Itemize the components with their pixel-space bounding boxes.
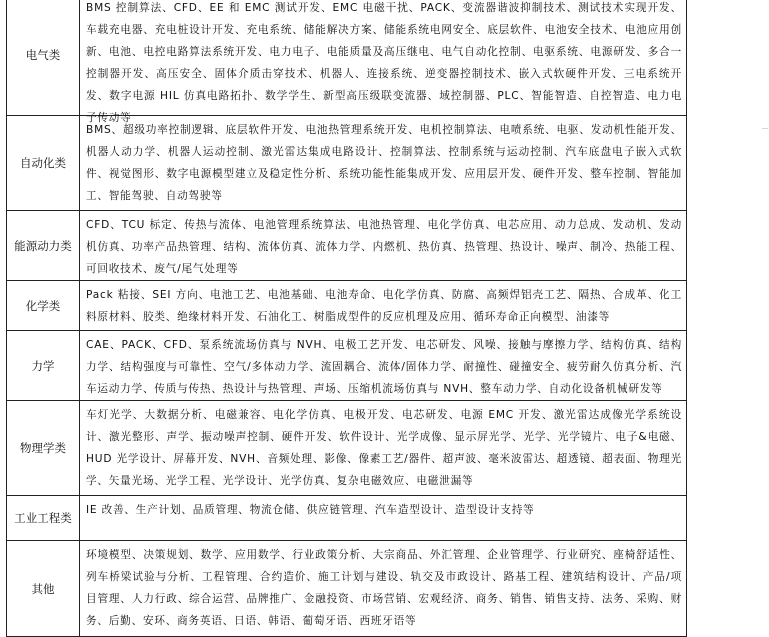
category-cell: 力学 [7, 331, 80, 400]
table-row [7, 541, 687, 637]
table-row [7, 331, 687, 401]
category-cell: 自动化类 [7, 116, 80, 210]
table-row [7, 116, 687, 211]
description-cell: Pack 粘接、SEI 方向、电池工艺、电池基础、电池寿命、电化学仿真、防腐、高频焊铝壳工艺、隔热、合成革、化工料原材料、胶类、绝缘材料开发、石油化工、树脂成型件的反应机理及应用、循环寿命正向模型、油漆等 [80, 281, 687, 330]
table-row [7, 496, 687, 541]
description-cell: CAE、PACK、CFD、泵系统流场仿真与 NVH、电极工艺开发、电芯研发、风噪、接触与摩擦力学、结构仿真、结构力学、结构强度与可靠性、空气/多体动力学、流固耦合、流体/固体力学、耐撞性、碰撞安全、疲劳耐久仿真分析、汽车运动力学、传质与传热、热设计与热管理、声场、压缩机流场仿真与 NVH、整车动力学、自动化设备机械研发等 [80, 331, 687, 400]
table-row [7, 211, 687, 281]
description-cell: 车灯光学、大数据分析、电磁兼容、电化学仿真、电极开发、电芯研发、电源 EMC 开发、激光雷达成像光学系统设计、激光整形、声学、振动噪声控制、硬件开发、软件设计、光学成像、显示屏光学、光学、光学镜片、电子&电磁、HUD 光学设计、屏幕开发、NVH、音频处理、影像、像素工艺/器件、超声波、毫米波雷达、超透镜、超表面、物理光学、矢量光场、光学工程、光学设计、光学仿真、复杂电磁效应、电磁泄漏等 [80, 401, 687, 495]
description-cell: CFD、TCU 标定、传热与流体、电池管理系统算法、电池热管理、电化学仿真、电芯应用、动力总成、发动机、发动机仿真、功率产品热管理、结构、流体仿真、流体力学、内燃机、热仿真、热管理、热设计、噪声、制冷、热能工程、可回收技术、废气/尾气处理等 [80, 211, 687, 280]
description-cell: BMS 控制算法、CFD、EE 和 EMC 测试开发、EMC 电磁干扰、PACK、变流器谐波抑制技术、测试技术实现开发、车载充电器、充电桩设计开发、充电系统、储能解决方案、储能系统电网安全、底层软件、电池安全技术、电池应用创新、电池、电控电路算法系统开发、电力电子、电能质量及高压继电、电气自动化控制、电驱系统、电源研发、多合一控制器开发、高压安全、固体介质击穿技术、机器人、连接系统、逆变器控制技术、嵌入式软硬件开发、三电系统开发、数字电源 HIL 仿真电路拓扑、数学学生、新型高压级联变流器、域控制器、PLC、智能智造、自控智造、电力电子传动等 [80, 0, 687, 115]
category-cell: 其他 [7, 541, 80, 636]
table-row [7, 401, 687, 496]
category-cell: 物理学类 [7, 401, 80, 495]
description-cell: IE 改善、生产计划、品质管理、物流仓储、供应链管理、汽车造型设计、造型设计支持等 [80, 496, 687, 540]
description-cell: BMS、超级功率控制逻辑、底层软件开发、电池热管理系统开发、电机控制算法、电喷系统、电驱、发动机性能开发、机器人动力学、机器人运动控制、激光雷达集成电路设计、控制算法、控制系统与运动控制、汽车底盘电子嵌入式软件、视觉图形、数字电源模型建立及稳定性分析、系统功能性能集成开发、应用层开发、硬件开发、整车控制、智能加工、智能驾驶、自动驾驶等 [80, 116, 687, 210]
category-cell: 工业工程类 [7, 496, 80, 540]
description-cell: 环境模型、决策规划、数学、应用数学、行业政策分析、大宗商品、外汇管理、企业管理学、行业研究、座椅舒适性、列车桥梁试验与分析、工程管理、合约造价、施工计划与建设、轨交及市政设计、路基工程、建筑结构设计、产品/项目管理、人力行政、综合运营、品牌推广、金融投资、市场营销、宏观经济、商务、销售、销售支持、法务、采购、财务、后勤、安环、商务英语、日语、韩语、葡萄牙语、西班牙语等 [80, 541, 687, 636]
table-row [7, 0, 687, 124]
page-edge-marker [762, 128, 768, 129]
category-cell: 电气类 [7, 0, 80, 115]
table-row [7, 281, 687, 331]
category-table [6, 0, 687, 637]
category-cell: 化学类 [7, 281, 80, 330]
category-cell: 能源动力类 [7, 211, 80, 280]
